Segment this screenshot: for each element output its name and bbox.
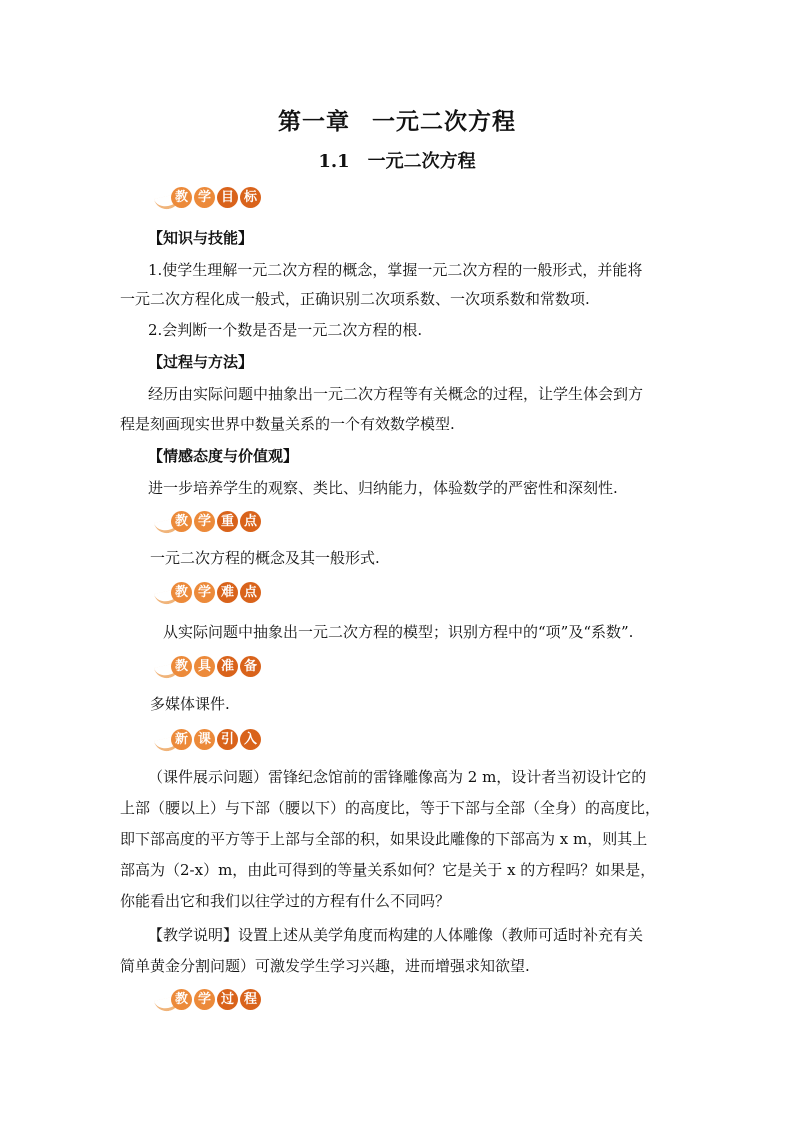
intro-line-4: 部高为（2-x）m，由此可得到的等量关系如何？它是关于 x 的方程吗？如果是， — [120, 861, 656, 879]
intro-line-5: 你能看出它和我们以往学过的方程有什么不同吗？ — [120, 892, 451, 910]
difficulties-text: 从实际问题中抽象出一元二次方程的模型；识别方程中的“项”及“系数”. — [163, 623, 634, 641]
knowledge-item-1-line-2: 一元二次方程化成一般式，正确识别二次项系数、一次项系数和常数项. — [120, 290, 590, 308]
method-line-1: 经历由实际问题中抽象出一元二次方程等有关概念的过程，让学生体会到方 — [148, 385, 644, 403]
method-heading: 【过程与方法】 — [148, 353, 254, 371]
intro-line-3: 即下部高度的平方等于上部与全部的积，如果设此雕像的下部高为 x m，则其上 — [120, 830, 648, 848]
emotion-line-1: 进一步培养学生的观察、类比、归纳能力，体验数学的严密性和深刻性. — [148, 479, 618, 497]
teaching-note-line-2: 简单黄金分割问题）可激发学生学习兴趣，进而增强求知欲望. — [120, 957, 530, 975]
chapter-title: 第一章 一元二次方程 — [278, 108, 516, 135]
tools-text: 多媒体课件. — [150, 695, 230, 713]
document-page: 第一章 一元二次方程 1.1 一元二次方程 教 学 目 标 【知识与技能】 1.使学生理解一元二次方程的概念，掌握一元二次方程的一般形式，并能将 一元二次方程化成一般式，正确识别二次项系数、一次项系数和常数项. 2.会判断一个数是否是一元二次方程的根. 【过程与方法】 经历由实际问题中抽象出一元二次方程等有关概念的过程，让学生体会到方 程是刻画现实世界中数量关系的一个有效数学模型. 【情感态度与价值观】 进一步培养学生的观察、类比、归纳能力，体验数学的严密性和深刻性. 教 学 重 点 一元二次方程的概念及其一般形式. 教 学 难 点 从实际问题中抽象出一元二次方程的模型；识别方程中的“项”及“系数”. 教 具 准 备 多媒体课件. 新 课 引 入 （课件展示问题）雷锋纪念馆前的雷锋雕像高为 2 m，设计者当初设计它的 上部（腰以上）与下部（腰以下）的高度比，等于下部与全部（全身）的高度比， 即下部高度的平方等于上部与全部的积，如果设此雕像的下部高为 x m，则其上 部高为（2-x）m，由此可得到的等量关系如何？它是关于 x 的方程吗？如果是， 你能看出它和我们以往学过的方程有什么不同吗？ 【教学说明】设置上述从美学角度而构建的人体雕像（教师可适时补充有关 简单黄金分割问题）可激发学生学习兴趣，进而增强求知欲望. 教 学 过 程 — [0, 0, 794, 1123]
teaching-note-line-1: 【教学说明】设置上述从美学角度而构建的人体雕像（教师可适时补充有关 — [148, 926, 644, 944]
intro-line-2: 上部（腰以上）与下部（腰以下）的高度比，等于下部与全部（全身）的高度比， — [120, 799, 661, 817]
method-line-2: 程是刻画现实世界中数量关系的一个有效数学模型. — [120, 415, 455, 433]
emotion-heading: 【情感态度与价值观】 — [148, 447, 299, 465]
knowledge-heading: 【知识与技能】 — [148, 229, 254, 247]
knowledge-item-1-line-1: 1.使学生理解一元二次方程的概念，掌握一元二次方程的一般形式，并能将 — [148, 261, 643, 279]
intro-line-1: （课件展示问题）雷锋纪念馆前的雷锋雕像高为 2 m，设计者当初设计它的 — [148, 768, 647, 786]
key-points-text: 一元二次方程的概念及其一般形式. — [150, 549, 380, 567]
section-title: 1.1 一元二次方程 — [318, 151, 476, 172]
knowledge-item-2: 2.会判断一个数是否是一元二次方程的根. — [148, 321, 423, 339]
